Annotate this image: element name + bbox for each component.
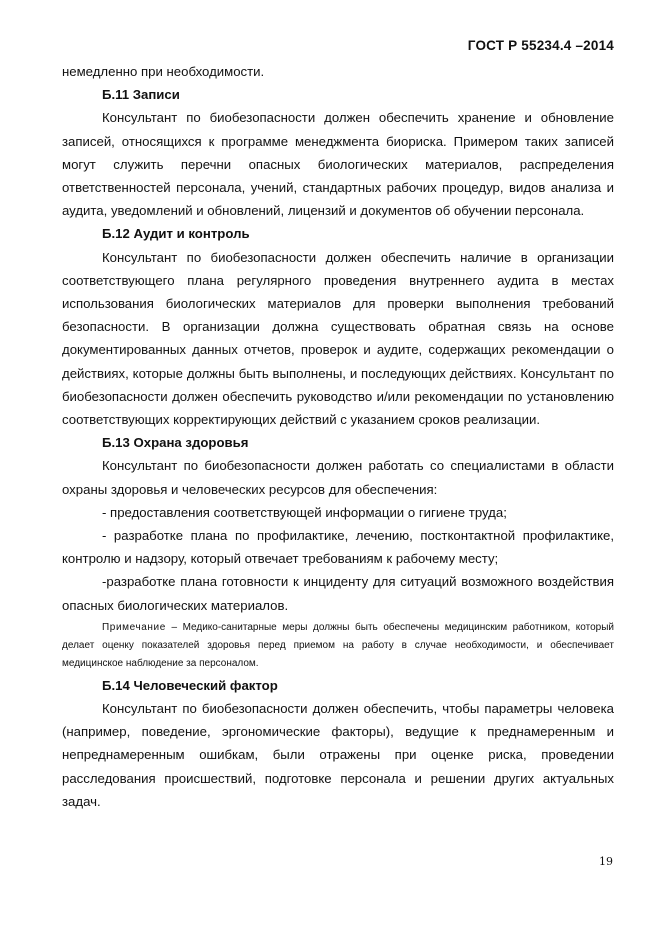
page-number: 19 bbox=[599, 855, 613, 868]
document-body bbox=[62, 60, 614, 813]
section-heading-b13: Б.13 Охрана здоровья bbox=[102, 435, 249, 451]
section-heading-b12: Б.12 Аудит и контроль bbox=[102, 226, 250, 242]
paragraph: Консультант по биобезопасности должен обеспечить хранение и обновление записей, относящихся к программе менеджмента биориска. Примером таких записей могут служить перечни опасных биологических материалов, распределения ответственностей персонала, учений, стандартных рабочих процедур, видов анализа и аудита, уведомлений и обновлений, лицензий и документов об обучении персонала. bbox=[62, 110, 614, 219]
document-header: ГОСТ Р 55234.4 –2014 bbox=[467, 38, 614, 53]
lead-line: немедленно при необходимости. bbox=[62, 64, 265, 79]
section-heading-b14: Б.14 Человеческий фактор bbox=[102, 677, 278, 693]
list-item: -разработке плана готовности к инциденту для ситуаций возможного воздействия опасных биологических материалов. bbox=[62, 574, 614, 613]
paragraph: Консультант по биобезопасности должен обеспечить наличие в организации соответствующего плана регулярного проведения внутреннего аудита в местах использования биологических материалов для проверки выполнения требований безопасности. В организации должна существовать обратная связь на основе документированных данных отчетов, проверок и аудите, содержащих рекомендации о действиях, которые должны быть выполнены, и последующих действиях. Консультант по биобезопасности должен обеспечить руководство и/или рекомендации по установлению соответствующих корректирующих действий с указанием сроков реализации. bbox=[62, 249, 614, 428]
paragraph: Консультант по биобезопасности должен работать со специалистами в области охраны здоровья и человеческих ресурсов для обеспечения: bbox=[62, 458, 614, 497]
note bbox=[62, 619, 614, 673]
note-label: Примечание bbox=[102, 621, 166, 633]
list-item: - разработке плана по профилактике, лечению, постконтактной профилактике, контролю и надзору, который отвечает требованиям к рабочему месту; bbox=[62, 528, 614, 567]
section-heading-b11: Б.11 Записи bbox=[102, 87, 180, 103]
list-item: - предоставления соответствующей информации о гигиене труда; bbox=[102, 504, 507, 520]
paragraph: Консультант по биобезопасности должен обеспечить, чтобы параметры человека (например, поведение, эргономические факторы), ведущие к преднамеренным и непреднамеренным ошибкам, были отражены при оценке риска, проведении расследования происшествий, подготовке персонала и решении других актуальных задач. bbox=[62, 701, 614, 809]
note-text: – Медико-санитарные меры должны быть обеспечены медицинским работником, который делает оценку показателей здоровья перед приемом на работу в случае необходимости, и обеспечивает медицинское наблюдение за персоналом. bbox=[62, 621, 614, 669]
